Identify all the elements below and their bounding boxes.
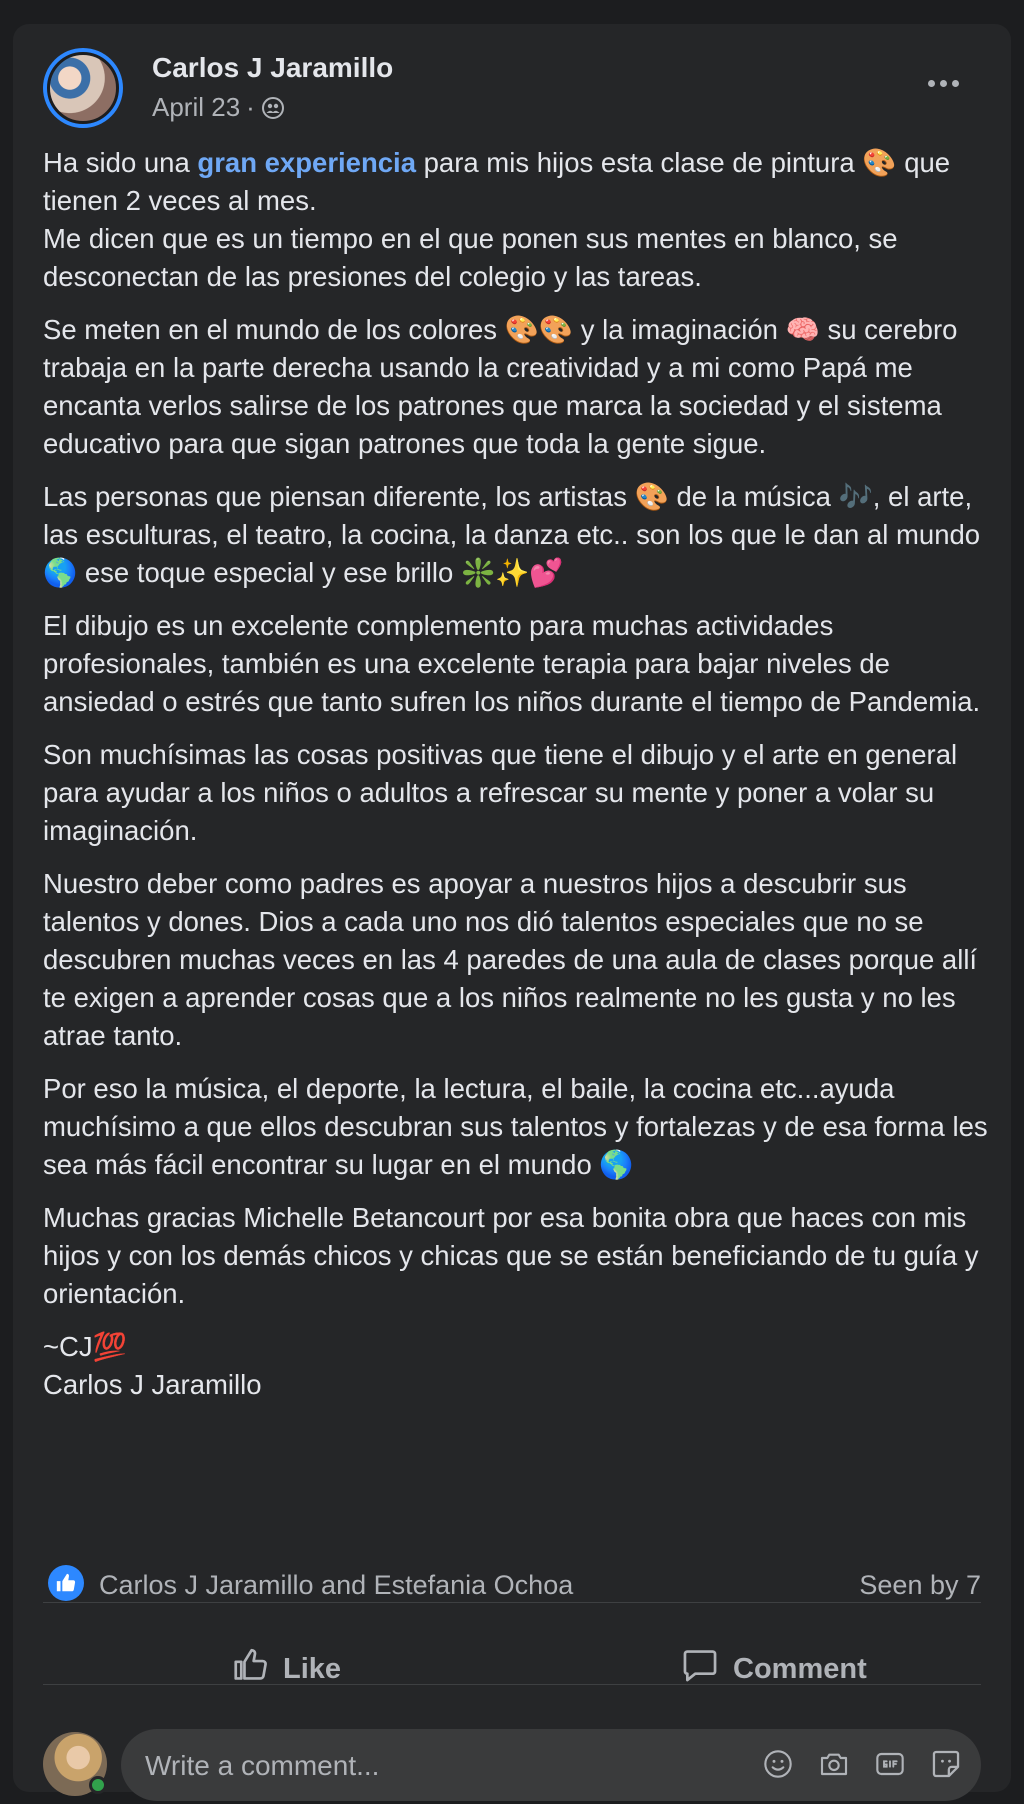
post-header — [43, 48, 981, 128]
author-avatar[interactable] — [43, 48, 123, 128]
post-body — [43, 144, 993, 1419]
post-signature — [43, 1328, 993, 1404]
like-label: Like — [283, 1652, 342, 1685]
like-button[interactable] — [231, 1628, 341, 1710]
post-date[interactable]: April 23 — [152, 92, 241, 122]
comment-bubble-icon — [681, 1646, 719, 1692]
author-avatar-photo — [47, 52, 119, 124]
signature-line: ~CJ💯 — [43, 1331, 127, 1362]
thumbs-up-icon — [231, 1646, 269, 1692]
post-paragraph: Por eso la música, el deporte, la lectura, el baile, la cocina etc...ayuda muchísimo a que ellos descubran sus talentos y fortalezas y de esa forma les sea más fácil encontrar su lugar en el mundo 🌎 — [43, 1073, 988, 1180]
like-reaction-icon[interactable] — [48, 1565, 84, 1601]
post-paragraph: El dibujo es un excelente complemento para muchas actividades profesionales, también es una excelente terapia para bajar niveles de ansiedad o estrés que tanto sufren los niños durante el tiempo de Pandemia. — [43, 610, 981, 717]
post-actions — [43, 1628, 981, 1710]
divider — [43, 1602, 981, 1603]
comment-label: Comment — [733, 1652, 867, 1685]
post-paragraph: Se meten en el mundo de los colores 🎨🎨 y la imaginación 🧠 su cerebro trabaja en la parte derecha usando la creatividad y a mi como Papá me encanta verlos salirse de los patrones que marca la sociedad y el sistema educativo para que sigan patrones que toda la gente sigue. — [43, 314, 958, 459]
post-paragraph — [43, 144, 993, 296]
post-paragraph: Las personas que piensan diferente, los artistas 🎨 de la música 🎶, el arte, las esculturas, el teatro, la cocina, la danza etc.. son los que le dan al mundo 🌎 ese toque especial y ese brillo ❇️✨💕 — [43, 481, 981, 588]
seen-by-count[interactable]: Seen by 7 — [859, 1570, 981, 1600]
signature-line: Carlos J Jaramillo — [43, 1369, 262, 1400]
reactors-text[interactable]: Carlos J Jaramillo and Estefania Ochoa — [99, 1570, 574, 1600]
divider — [43, 1684, 981, 1685]
comment-input[interactable] — [143, 1729, 707, 1803]
post-paragraph: Nuestro deber como padres es apoyar a nuestros hijos a descubrir sus talentos y dones. Dios a cada uno nos dió talentos especiales que no se descubren muchas veces en las 4 paredes de una aula de clases porque allí te exigen a aprender cosas que a los niños realmente no les gusta y no les atrae tanto. — [43, 868, 978, 1051]
sticker-icon[interactable] — [929, 1745, 963, 1783]
post-meta — [152, 92, 285, 123]
gif-icon[interactable] — [873, 1745, 907, 1783]
comment-box[interactable] — [121, 1729, 981, 1801]
more-options-icon[interactable] — [923, 68, 963, 98]
comment-button[interactable] — [681, 1628, 867, 1710]
friends-icon[interactable] — [261, 96, 285, 120]
paragraph-text: Ha sido una — [43, 147, 198, 178]
reactions-bar — [43, 1562, 981, 1606]
meta-separator: · — [246, 92, 255, 122]
post-paragraph: Muchas gracias Michelle Betancourt por esa bonita obra que haces con mis hijos y con los demás chicos y chicas que se están beneficiando de tu guía y orientación. — [43, 1202, 979, 1309]
comment-composer — [43, 1729, 981, 1801]
emoji-icon[interactable] — [761, 1745, 795, 1783]
post-paragraph: Son muchísimas las cosas positivas que tiene el dibujo y el arte en general para ayudar a los niños o adultos a refrescar su mente y poner a volar su imaginación. — [43, 739, 958, 846]
camera-icon[interactable] — [817, 1745, 851, 1783]
post-card — [13, 24, 1011, 1792]
online-status-icon — [89, 1776, 107, 1794]
paragraph-text: Me dicen que es un tiempo en el que ponen sus mentes en blanco, se desconectan de las presiones del colegio y las tareas. — [43, 223, 898, 292]
author-name[interactable]: Carlos J Jaramillo — [152, 52, 394, 83]
comment-tools — [761, 1745, 963, 1783]
paragraph-text: para mis hijos esta clase de pintura 🎨 que tienen 2 veces al mes. — [43, 147, 951, 216]
highlighted-phrase[interactable]: gran experiencia — [197, 147, 416, 178]
